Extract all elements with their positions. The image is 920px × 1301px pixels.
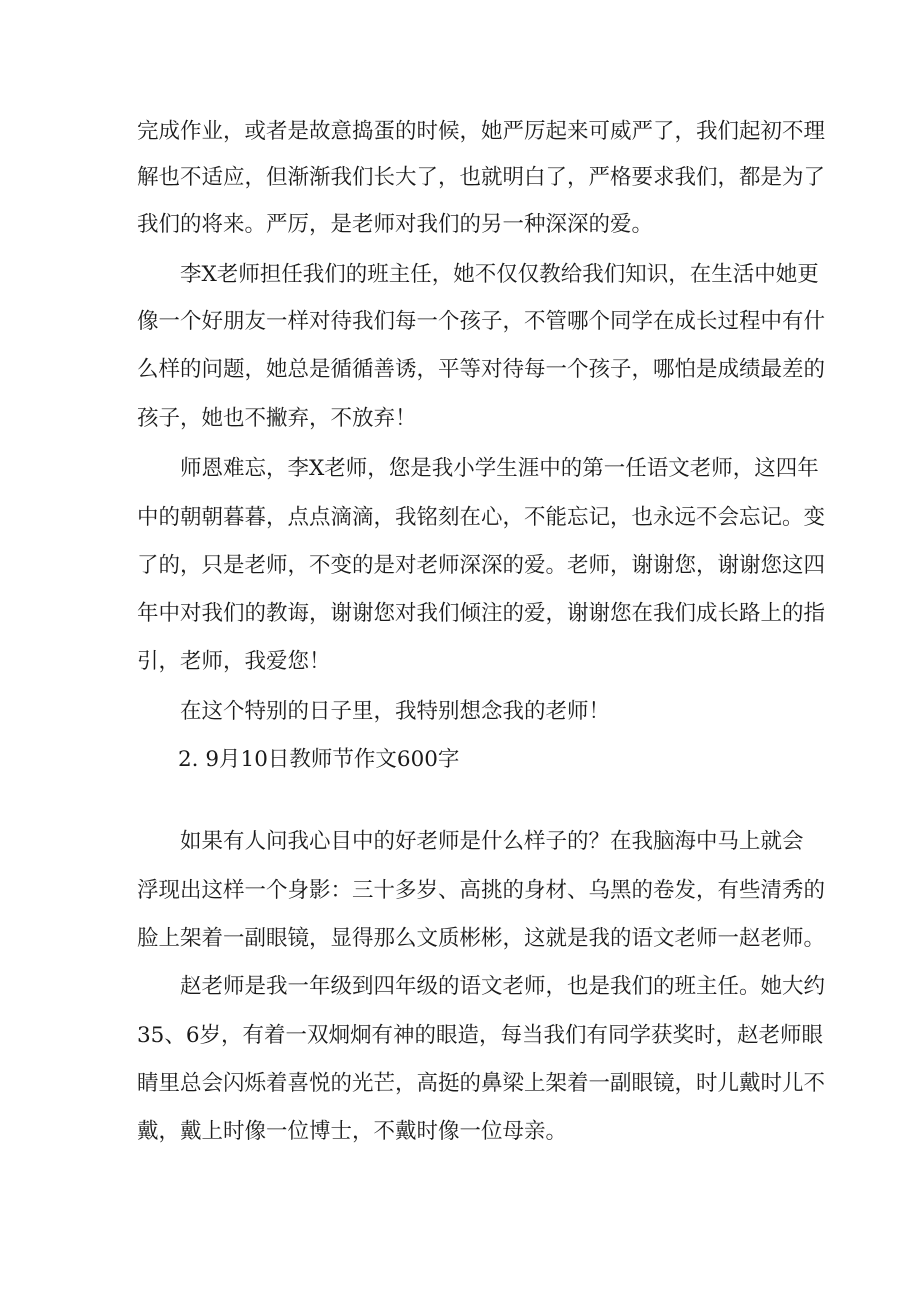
section-heading: 2. 9月10日教师节作文600字 [178,747,460,772]
paragraph-3-line-4: 年中对我们的教诲，谢谢您对我们倾注的爱，谢谢您在我们成长路上的指 [137,601,826,626]
paragraph-2-line-3: 么样的问题，她总是循循善诱，平等对待每一个孩子，哪怕是成绩最差的 [137,357,826,382]
paragraph-6-line-1: 赵老师是我一年级到四年级的语文老师，也是我们的班主任。她大约 [180,974,826,999]
paragraph-6-line-2: 35、6岁，有着一双炯炯有神的眼造，每当我们有同学获奖时，赵老师眼 [137,1023,824,1048]
paragraph-1-line-1: 完成作业，或者是故意捣蛋的时候，她严厉起来可威严了，我们起初不理 [137,119,826,144]
paragraph-2-line-4: 孩子，她也不撇弃，不放弃！ [137,406,417,431]
paragraph-5-line-1: 如果有人问我心目中的好老师是什么样子的？在我脑海中马上就会 [180,829,804,854]
paragraph-5-line-2: 浮现出这样一个身影：三十多岁、高挑的身材、乌黑的卷发，有些清秀的 [137,878,826,903]
paragraph-5-line-3: 脸上架着一副眼镜，显得那么文质彬彬，这就是我的语文老师一赵老师。 [137,926,826,951]
paragraph-4-line-1: 在这个特别的日子里，我特别想念我的老师！ [180,699,611,724]
paragraph-3-line-3: 了的，只是老师，不变的是对老师深深的爱。老师，谢谢您，谢谢您这四 [137,553,826,578]
paragraph-1-line-2: 解也不适应，但渐渐我们长大了，也就明白了，严格要求我们，都是为了 [137,165,826,190]
paragraph-2-line-1: 李X老师担任我们的班主任，她不仅仅教给我们知识，在生活中她更 [180,262,819,287]
paragraph-3-line-5: 引，老师，我爱您！ [137,649,331,674]
paragraph-6-line-4: 戴，戴上时像一位博士，不戴时像一位母亲。 [137,1119,568,1144]
paragraph-3-line-1: 师恩难忘，李X老师，您是我小学生涯中的第一任语文老师，这四年 [180,456,819,481]
paragraph-2-line-2: 像一个好朋友一样对待我们每一个孩子，不管哪个同学在成长过程中有什 [137,309,826,334]
paragraph-3-line-2: 中的朝朝暮暮，点点滴滴，我铭刻在心，不能忘记，也永远不会忘记。变 [137,505,826,530]
paragraph-1-line-3: 我们的将来。严厉，是老师对我们的另一种深深的爱。 [137,212,654,237]
paragraph-6-line-3: 睛里总会闪烁着喜悦的光芒，高挺的鼻梁上架着一副眼镜，时儿戴时儿不 [137,1071,826,1096]
